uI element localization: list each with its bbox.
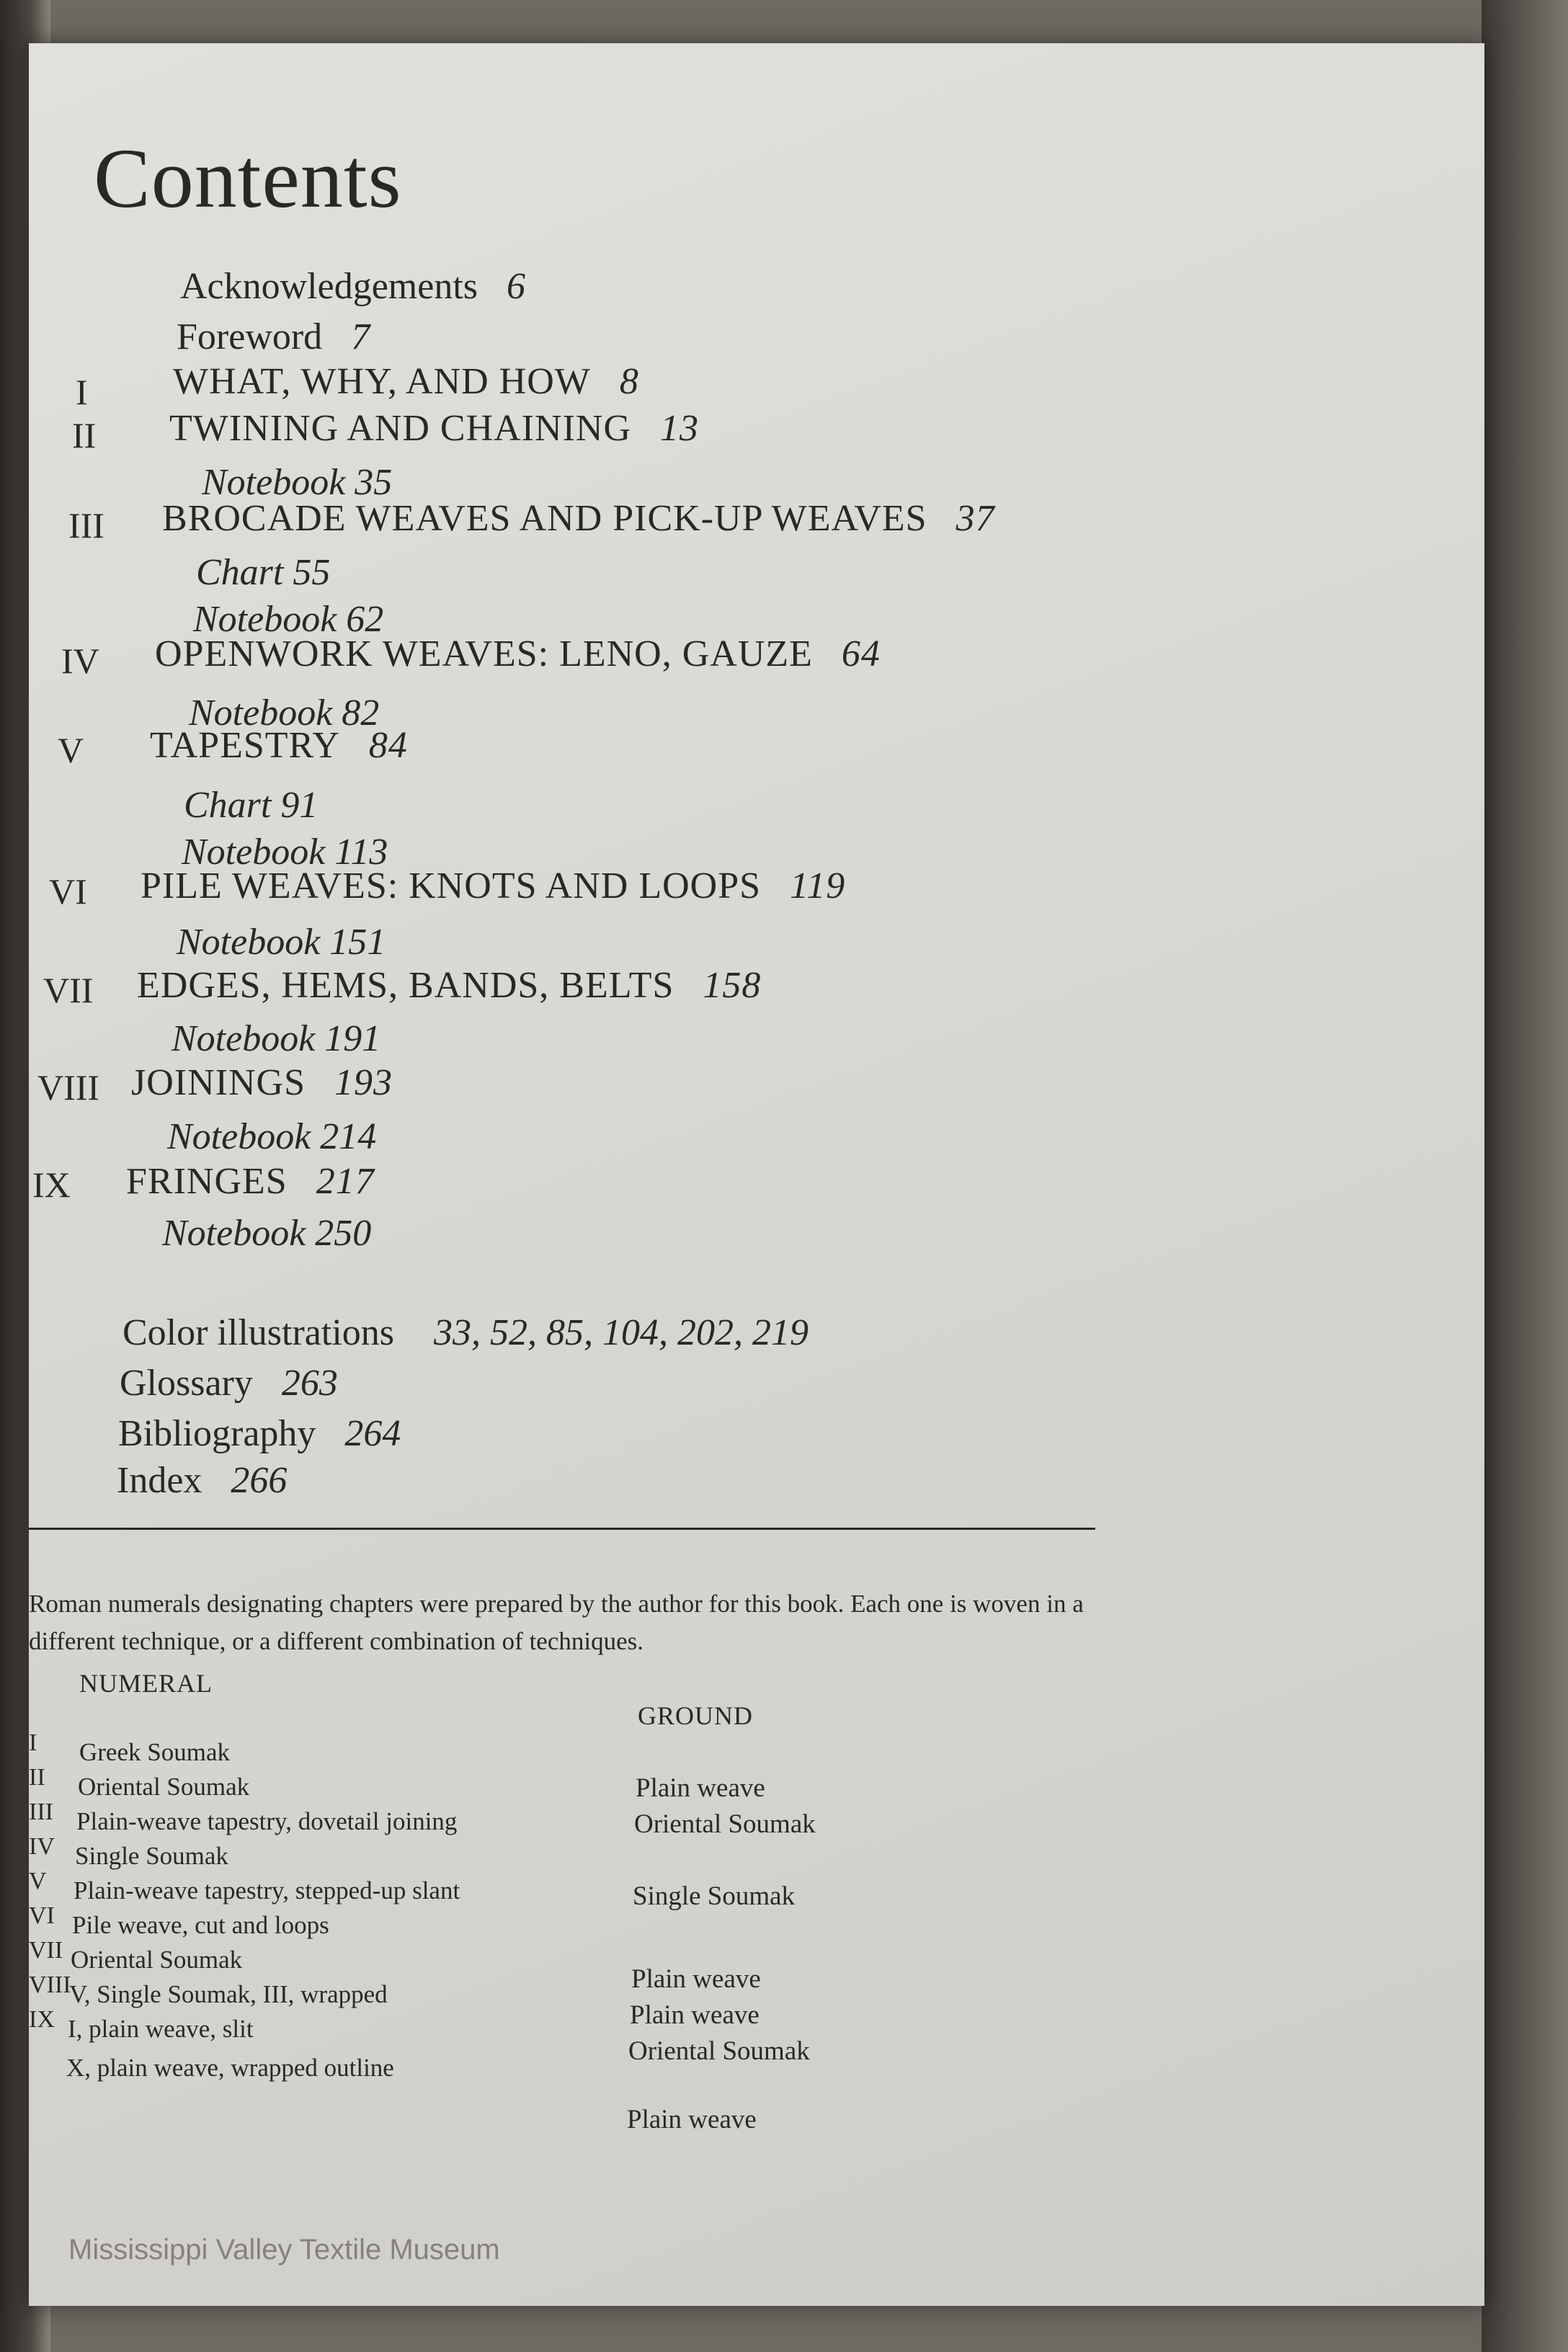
chapter-numeral: VIII bbox=[37, 1067, 100, 1108]
ground-column-header: GROUND bbox=[638, 1701, 754, 1730]
table-ground: Plain weave bbox=[636, 1773, 765, 1803]
divider-rule bbox=[29, 1528, 1095, 1530]
toc-label: JOININGS bbox=[131, 1062, 306, 1103]
toc-page: 37 bbox=[956, 498, 995, 539]
toc-page: 6 bbox=[507, 266, 526, 307]
table-ground: Plain weave bbox=[627, 2105, 757, 2134]
toc-page: 13 bbox=[660, 408, 700, 449]
toc-label: PILE WEAVES: KNOTS AND LOOPS bbox=[141, 865, 762, 906]
toc-entry bbox=[162, 497, 995, 540]
toc-label: TAPESTRY bbox=[150, 725, 340, 766]
toc-label: Color illustrations bbox=[122, 1312, 394, 1353]
toc-page: 217 bbox=[316, 1161, 375, 1202]
toc-subentry: Notebook 191 bbox=[172, 1018, 381, 1059]
chapter-numeral: IX bbox=[32, 1164, 71, 1205]
numeral-column-header: NUMERAL bbox=[79, 1669, 213, 1698]
toc-label: BROCADE WEAVES AND PICK-UP WEAVES bbox=[162, 498, 927, 539]
table-numeral: I bbox=[29, 1729, 37, 1756]
table-description: Single Soumak bbox=[75, 1842, 228, 1870]
table-numeral: VI bbox=[29, 1902, 55, 1929]
chapter-numeral: III bbox=[68, 505, 104, 545]
toc-entry bbox=[120, 1362, 338, 1404]
page-edge-shadow bbox=[1482, 0, 1568, 2352]
toc-entry bbox=[173, 360, 639, 403]
table-ground: Oriental Soumak bbox=[628, 2036, 810, 2066]
table-description: V, Single Soumak, III, wrapped bbox=[69, 1980, 388, 2008]
table-description: Plain-weave tapestry, dovetail joining bbox=[76, 1807, 458, 1835]
toc-page: 64 bbox=[841, 633, 881, 674]
toc-label: Bibliography bbox=[118, 1413, 316, 1454]
toc-subentry: Chart 91 bbox=[184, 785, 318, 826]
table-description: Pile weave, cut and loops bbox=[72, 1911, 329, 1939]
watermark: Mississippi Valley Textile Museum bbox=[68, 2234, 500, 2266]
table-description: I, plain weave, slit bbox=[68, 2015, 254, 2043]
toc-entry bbox=[177, 316, 370, 358]
chapter-numeral: IV bbox=[61, 641, 99, 681]
numeral-note: Roman numerals designating chapters were prepared by the author for this book. Each one is woven in a different technique, or a different combination of techniques. bbox=[29, 1590, 1084, 1655]
table-description: Oriental Soumak bbox=[78, 1773, 250, 1801]
chapter-numeral: VI bbox=[49, 871, 87, 912]
toc-entry bbox=[137, 964, 761, 1007]
chapter-numeral: V bbox=[58, 730, 84, 770]
toc-entry bbox=[131, 1061, 393, 1104]
toc-entry bbox=[141, 865, 845, 907]
table-ground: Oriental Soumak bbox=[634, 1809, 816, 1839]
toc-entry bbox=[118, 1412, 401, 1455]
toc-subentry: Notebook 250 bbox=[162, 1213, 372, 1254]
toc-page: 7 bbox=[351, 316, 370, 357]
table-numeral: IV bbox=[29, 1833, 55, 1860]
chapter-numeral: VII bbox=[43, 970, 94, 1010]
chapter-numeral: I bbox=[76, 372, 88, 412]
toc-subentry: Notebook 62 bbox=[193, 599, 384, 640]
toc-label: TWINING AND CHAINING bbox=[169, 408, 632, 449]
table-description: Greek Soumak bbox=[79, 1738, 230, 1766]
toc-page: 158 bbox=[703, 965, 762, 1006]
toc-label: Acknowledgements bbox=[180, 266, 478, 307]
table-numeral: II bbox=[29, 1764, 45, 1791]
toc-subentry: Notebook 82 bbox=[189, 692, 380, 734]
table-description: X, plain weave, wrapped outline bbox=[66, 2054, 394, 2082]
table-numeral: V bbox=[29, 1868, 47, 1894]
toc-page: 266 bbox=[231, 1460, 288, 1501]
toc-entry bbox=[155, 633, 881, 675]
toc-page: 193 bbox=[334, 1062, 393, 1103]
toc-label: WHAT, WHY, AND HOW bbox=[173, 361, 591, 402]
toc-page: 263 bbox=[281, 1363, 338, 1404]
toc-entry bbox=[126, 1160, 375, 1203]
toc-label: EDGES, HEMS, BANDS, BELTS bbox=[137, 965, 674, 1006]
page-title: Contents bbox=[94, 131, 402, 226]
toc-subentry: Notebook 113 bbox=[182, 832, 388, 873]
toc-label: Glossary bbox=[120, 1363, 253, 1404]
toc-subentry: Chart 55 bbox=[196, 552, 331, 593]
toc-label: Index bbox=[117, 1460, 202, 1501]
toc-page: 84 bbox=[368, 725, 408, 766]
toc-label: Foreword bbox=[177, 316, 323, 357]
chapter-numeral: II bbox=[72, 415, 97, 455]
book-page bbox=[29, 43, 1484, 2306]
table-numeral: VIII bbox=[29, 1972, 71, 1998]
table-numeral: IX bbox=[29, 2006, 55, 2033]
toc-label: OPENWORK WEAVES: LENO, GAUZE bbox=[155, 633, 813, 674]
toc-subentry: Notebook 214 bbox=[167, 1116, 377, 1157]
toc-subentry: Notebook 35 bbox=[202, 462, 393, 503]
toc-page: 119 bbox=[790, 865, 846, 906]
toc-entry bbox=[180, 265, 525, 308]
toc-page: 8 bbox=[619, 361, 639, 402]
toc-subentry: Notebook 151 bbox=[177, 922, 386, 963]
table-numeral: III bbox=[29, 1799, 53, 1825]
toc-entry bbox=[117, 1459, 287, 1502]
toc-entry bbox=[122, 1311, 808, 1354]
toc-page: 264 bbox=[344, 1413, 401, 1454]
table-numeral: VII bbox=[29, 1937, 63, 1964]
toc-entry bbox=[150, 724, 408, 767]
table-description: Oriental Soumak bbox=[71, 1946, 243, 1974]
table-description: Plain-weave tapestry, stepped-up slant bbox=[74, 1876, 460, 1905]
table-ground: Single Soumak bbox=[633, 1881, 796, 1911]
toc-label: FRINGES bbox=[126, 1161, 288, 1202]
toc-page: 33, 52, 85, 104, 202, 219 bbox=[434, 1312, 808, 1353]
toc-entry bbox=[169, 407, 699, 450]
table-ground: Plain weave bbox=[630, 2000, 760, 2030]
table-ground: Plain weave bbox=[631, 1964, 761, 1994]
